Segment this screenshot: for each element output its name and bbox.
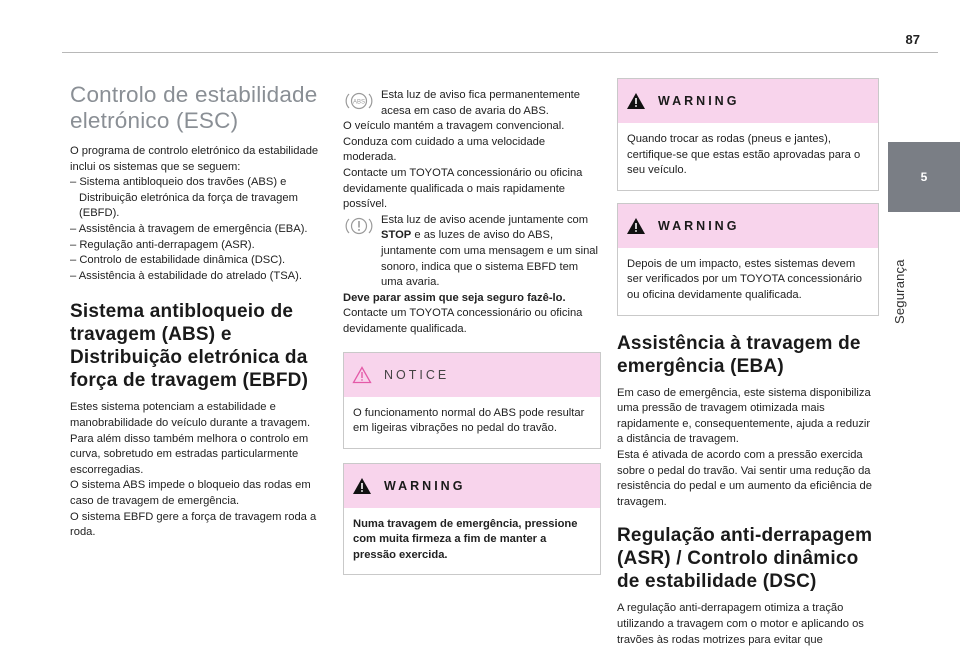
column-1 xyxy=(70,80,328,541)
column-3 xyxy=(617,78,879,648)
notice-triangle-icon xyxy=(352,366,372,384)
impact-warning-title: WARNING xyxy=(658,218,740,233)
impact-warning-header xyxy=(618,204,878,248)
eba-paragraph: Esta é ativada de acordo com a pressão exercida sobre o pedal do travão. Vai sentir uma redução da resistência do pedal e um aumento da eficiência de travagem. xyxy=(617,448,872,508)
impact-warning-box xyxy=(617,203,879,316)
abs-lamp-paragraph: Contacte um TOYOTA concessionário ou oficina devidamente qualificada o mais rapidamente possível. xyxy=(343,166,583,211)
warning-body: Numa travagem de emergência, pressione com muita firmeza a fim de manter a pressão exercida. xyxy=(353,517,578,561)
abs-paragraph: Para além disso também melhora o controlo em curva, sobretudo em estradas particularmente escorregadias. xyxy=(70,432,309,476)
esc-list-item: – Controlo de estabilidade dinâmica (DSC). xyxy=(70,254,286,267)
esc-title: Controlo de estabilidade eletrónico (ESC) xyxy=(70,82,318,133)
stop-label: STOP xyxy=(381,229,412,242)
abs-paragraph: O sistema EBFD gere a força de travagem roda a roda. xyxy=(70,510,317,539)
warning-triangle-icon xyxy=(626,217,646,235)
abs-heading: Sistema antibloqueio de travagem (ABS) e Distribuição eletrónica da força de travagem (EBFD) xyxy=(70,301,309,392)
esc-list-item: – Assistência à travagem de emergência (EBA). xyxy=(70,222,308,235)
abs-lamp-description: ABS Esta luz de aviso fica permanentemente acesa em caso de avaria do ABS. xyxy=(343,88,601,119)
brake-warning-lamp-icon xyxy=(343,215,375,237)
abs-lamp-paragraph: Conduza com cuidado a uma velocidade moderada. xyxy=(343,135,546,164)
notice-box xyxy=(343,352,601,449)
section-label: Segurança xyxy=(892,259,907,324)
asr-heading: Regulação anti-derrapagem (ASR) / Controlo dinâmico de estabilidade (DSC) xyxy=(617,525,873,593)
header-rule xyxy=(62,52,938,53)
notice-body: O funcionamento normal do ABS pode resultar em ligeiras vibrações no pedal do travão. xyxy=(353,406,585,435)
warning-triangle-icon xyxy=(626,92,646,110)
brake-lamp-description: Esta luz de aviso acende juntamente com STOP e as luzes de aviso do ABS, juntamente com uma mensagem e um sinal sonoro, indica que o sistema EBFD tem uma avaria. xyxy=(343,213,601,291)
wheel-warning-title: WARNING xyxy=(658,94,740,108)
section-tab[interactable] xyxy=(888,142,960,212)
wheel-warning-body: Quando trocar as rodas (pneus e jantes), certifique-se que estas estão aprovadas para o seu veículo. xyxy=(627,133,861,177)
impact-warning-body: Depois de um impacto, estes sistemas devem ser verificados por um TOYOTA concessionário ou oficina devidamente qualificada. xyxy=(627,257,863,301)
wheel-warning-box xyxy=(617,78,879,191)
esc-list-item: – Assistência à estabilidade do atrelado (TSA). xyxy=(70,269,302,282)
esc-list-item: – Regulação anti-derrapagem (ASR). xyxy=(70,238,255,251)
esc-intro: O programa de controlo eletrónico da estabilidade inclui os sistemas que se seguem: xyxy=(70,145,319,173)
column-2 xyxy=(343,88,601,575)
wheel-warning-header xyxy=(618,79,878,123)
section-tab-number: 5 xyxy=(920,170,928,184)
svg-text:ABS: ABS xyxy=(352,99,366,106)
warning-box-header xyxy=(344,464,600,508)
eba-paragraph: Em caso de emergência, este sistema disponibiliza uma pressão de travagem otimizada mais rapidamente e, consequentemente, ajuda a reduzir a distância de travagem. xyxy=(617,386,871,446)
abs-lamp-paragraph: O veículo mantém a travagem convencional. xyxy=(343,120,565,133)
eba-heading: Assistência à travagem de emergência (EBA) xyxy=(617,332,861,377)
asr-paragraph: A regulação anti-derrapagem otimiza a tração utilizando a travagem com o motor e aplicando os travões às rodas motrizes para evitar que xyxy=(617,602,864,646)
abs-paragraph: Estes sistema potenciam a estabilidade e manobrabilidade do veículo durante a travagem. xyxy=(70,401,311,429)
warning-box xyxy=(343,463,601,576)
stop-instruction: Deve parar assim que seja seguro fazê-lo. xyxy=(343,291,566,304)
brake-lamp-contact: Contacte um TOYOTA concessionário ou oficina devidamente qualificada. xyxy=(343,307,583,335)
warning-triangle-icon xyxy=(352,477,372,495)
abs-warning-lamp-icon xyxy=(343,90,375,112)
esc-list-item: – Sistema antibloqueio dos travões (ABS) e Distribuição eletrónica da força de travagem (EBFD). xyxy=(70,176,298,220)
notice-title: NOTICE xyxy=(384,367,450,382)
notice-box-header xyxy=(344,353,600,397)
warning-title: WARNING xyxy=(384,478,466,493)
page-number: 87 xyxy=(905,32,920,47)
abs-paragraph: O sistema ABS impede o bloqueio das rodas em caso de travagem de emergência. xyxy=(70,479,311,507)
